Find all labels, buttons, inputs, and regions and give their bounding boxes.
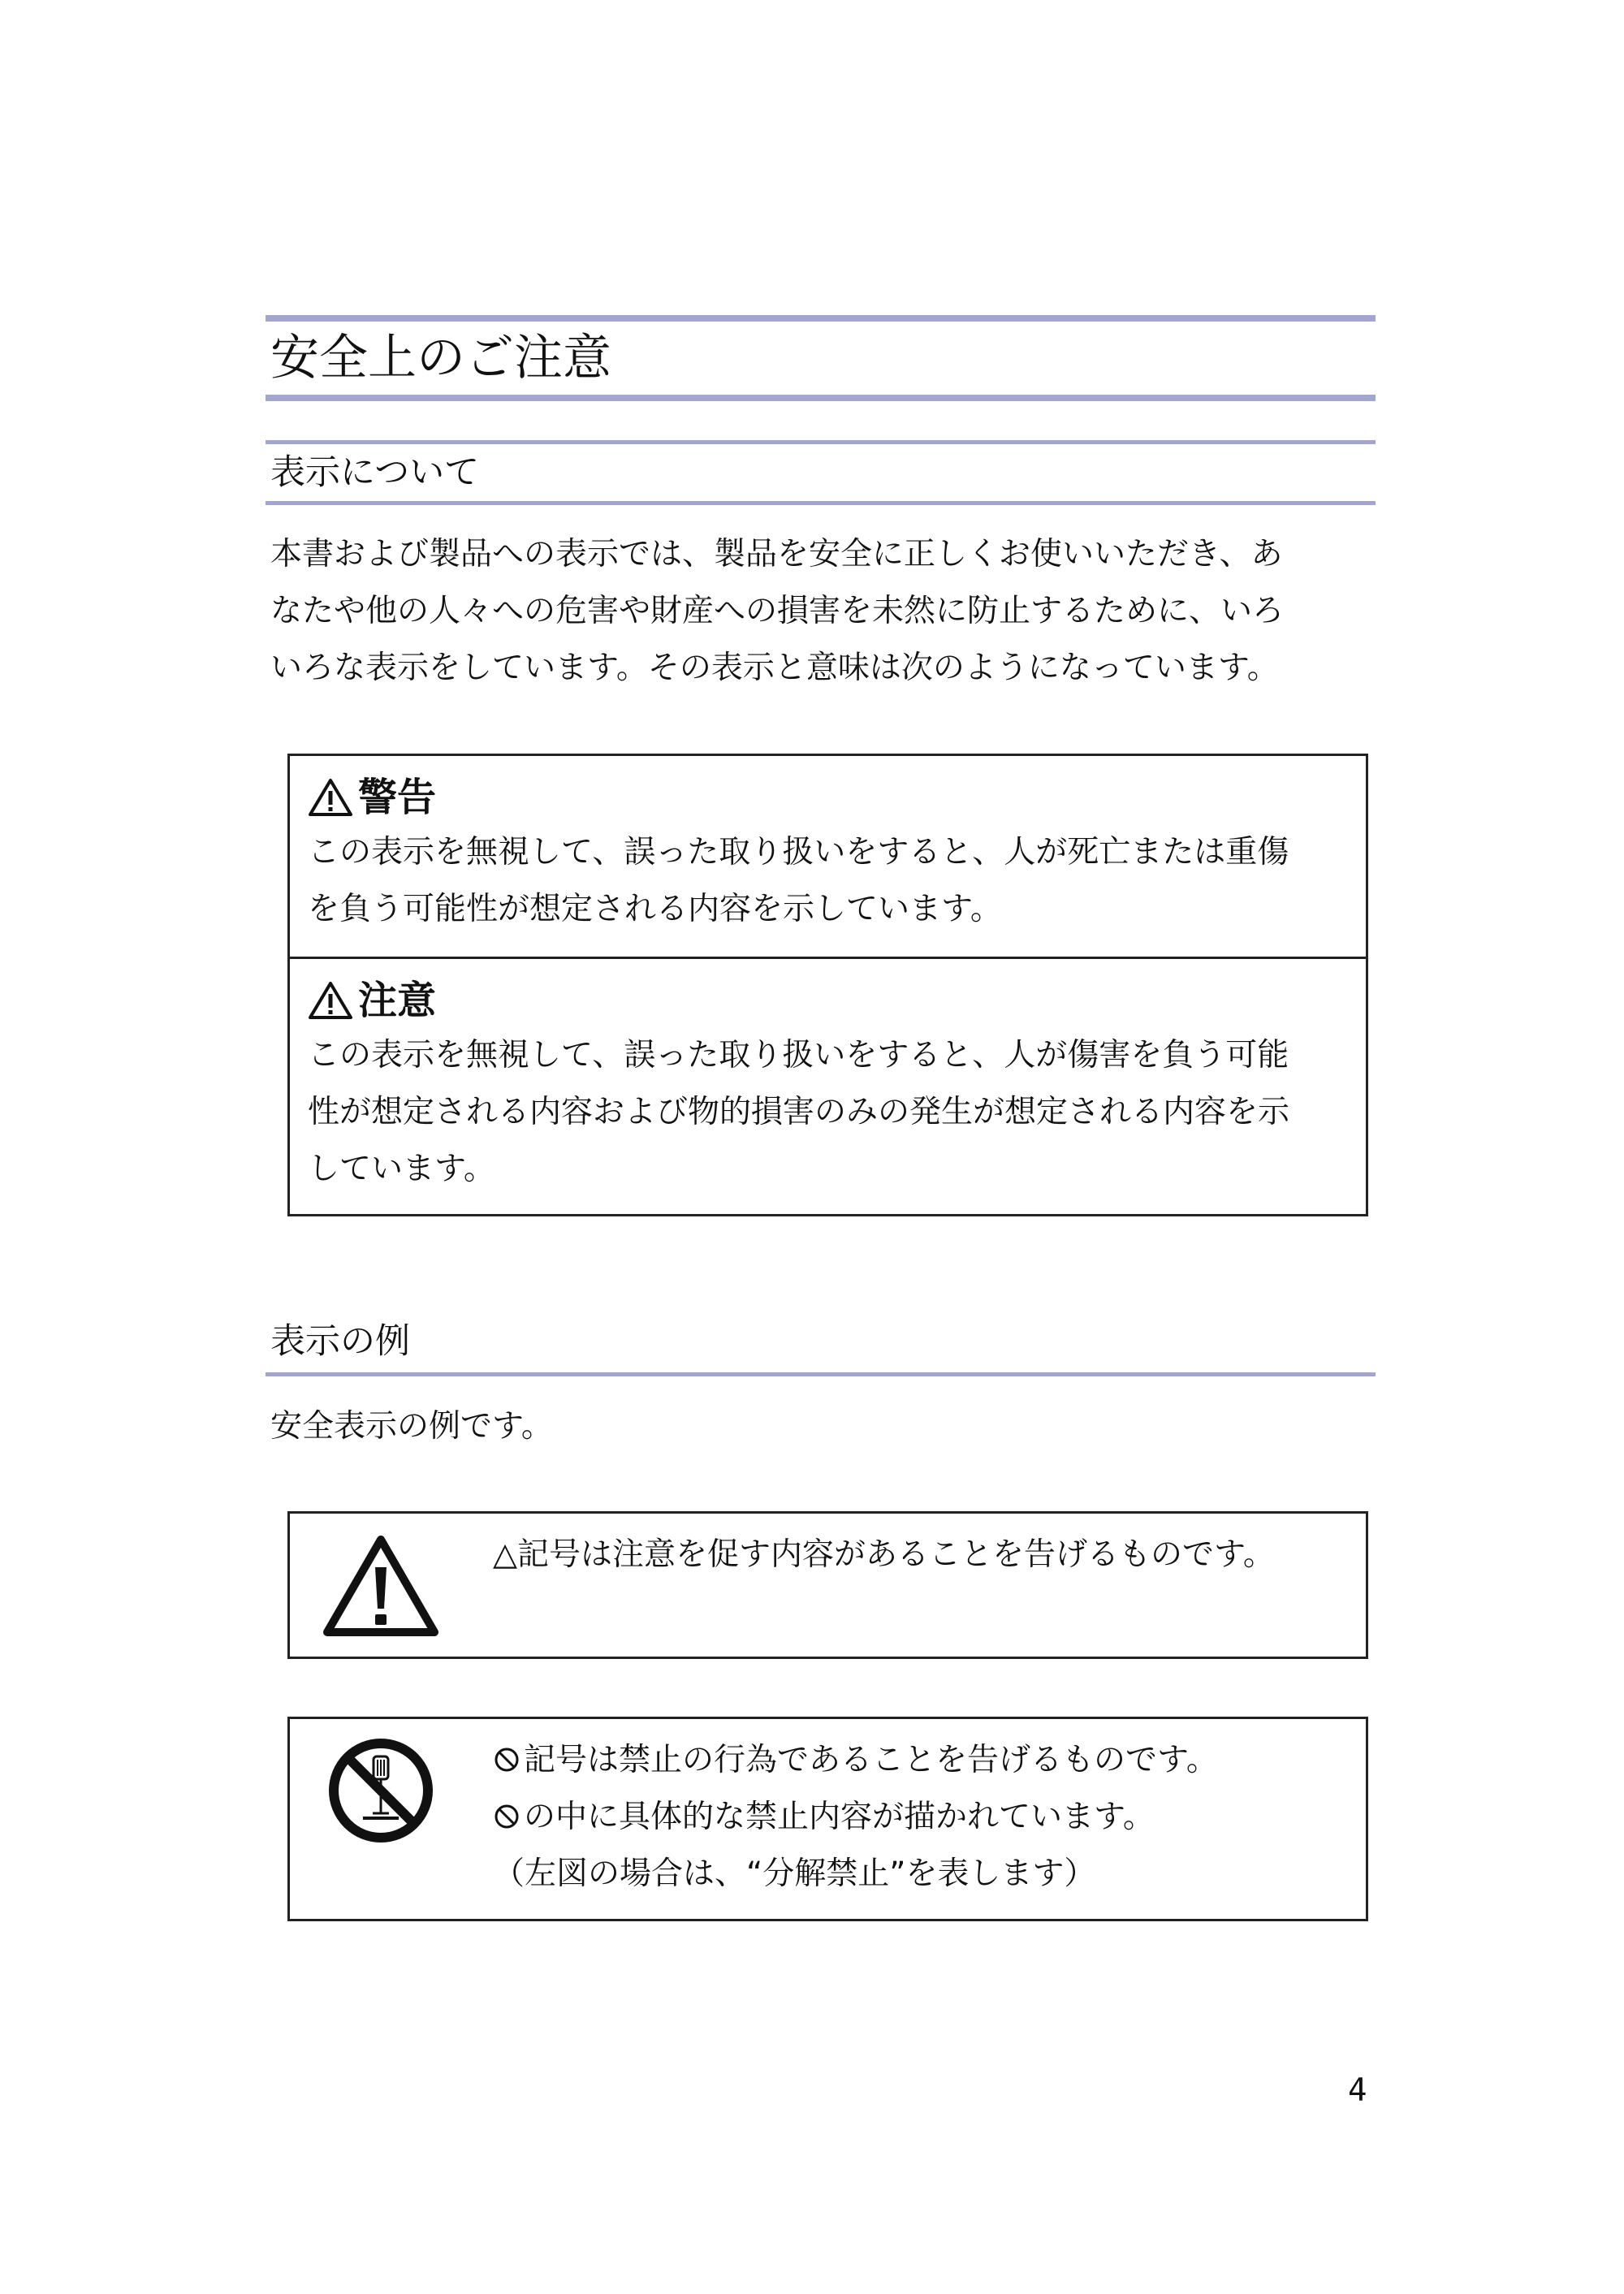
title-rule-top: [266, 315, 1376, 322]
caution-section: [290, 957, 1366, 1216]
caution-triangle-icon: [308, 980, 353, 1021]
intro-line: なたや他の人々への危害や財産への損害を未然に防止するために、いろ: [270, 593, 1285, 629]
caution-line: 性が想定される内容および物的損害のみの発生が想定される内容を示: [308, 1094, 1290, 1130]
intro-paragraph: [270, 526, 1375, 697]
warning-line: この表示を無視して、誤った取り扱いをすると、人が死亡または重傷: [308, 834, 1289, 871]
examples-rule: [266, 1372, 1376, 1376]
no-disassembly-icon: [327, 1737, 434, 1844]
warning-text: [308, 824, 1338, 938]
page-number: 4: [1348, 2072, 1367, 2109]
example-prohibition-text: [493, 1732, 1218, 1903]
example-triangle-text: △記号は注意を促す内容があることを告げるものです。: [493, 1536, 1275, 1573]
page-title: 安全上のご注意: [270, 330, 611, 387]
prohibition-symbol-icon: [493, 1803, 520, 1830]
caution-label: 注意: [358, 978, 437, 1023]
prohibition-symbol-icon: [493, 1746, 520, 1773]
intro-line: いろな表示をしています。その表示と意味は次のようになっています。: [270, 650, 1279, 686]
section-heading-display: 表示について: [270, 452, 480, 493]
caution-header: [308, 974, 1338, 1027]
title-rule-bottom: [266, 395, 1376, 401]
examples-intro: 安全表示の例です。: [270, 1408, 553, 1445]
caution-line: この表示を無視して、誤った取り扱いをすると、人が傷害を負う可能: [308, 1037, 1289, 1074]
caution-text: [308, 1027, 1338, 1198]
warning-header: [308, 771, 1338, 824]
prohibition-line: [493, 1732, 1218, 1789]
warning-section: [290, 756, 1366, 957]
section-heading-examples: 表示の例: [270, 1321, 410, 1362]
warning-triangle-icon: [321, 1531, 441, 1639]
signal-word-box: [287, 754, 1368, 1216]
intro-line: 本書および製品への表示では、製品を安全に正しくお使いいただき、あ: [270, 536, 1283, 572]
prohibition-line-2: の中に具体的な禁止内容が描かれています。: [524, 1799, 1155, 1835]
example-prohibition-box: [287, 1717, 1368, 1921]
prohibition-line-3: （左図の場合は、“分解禁止”を表します）: [493, 1856, 1096, 1892]
warning-triangle-icon: [308, 777, 353, 818]
prohibition-line: [493, 1789, 1218, 1846]
prohibition-line-1: 記号は禁止の行為であることを告げるものです。: [524, 1742, 1218, 1778]
warning-label: 警告: [358, 775, 437, 820]
warning-line: を負う可能性が想定される内容を示しています。: [308, 891, 1002, 927]
section-rule-bottom: [266, 501, 1376, 505]
caution-line: しています。: [308, 1151, 495, 1187]
section-rule-top: [266, 440, 1376, 444]
example-triangle-box: [287, 1511, 1368, 1659]
